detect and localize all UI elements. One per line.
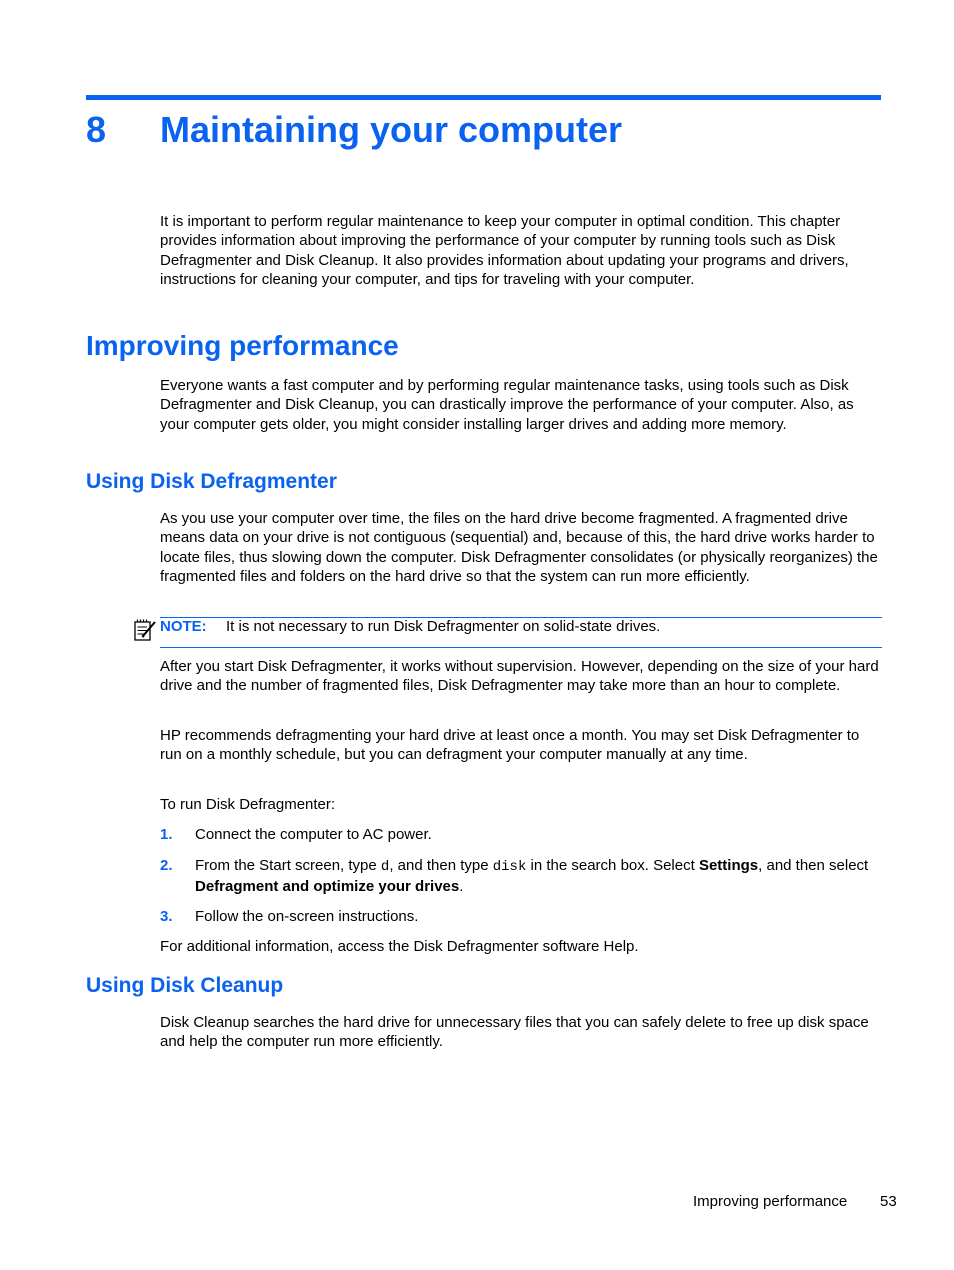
- chapter-title: Maintaining your computer: [160, 109, 623, 150]
- step-text: Follow the on-screen instructions.: [195, 908, 419, 925]
- note-text: It is not necessary to run Disk Defragmenter on solid-state drives.: [226, 618, 661, 635]
- footer-page-number: 53: [880, 1193, 897, 1210]
- heading-improving-performance: Improving performance: [86, 330, 399, 361]
- step-number: 2.: [160, 857, 173, 874]
- after-paragraph: After you start Disk Defragmenter, it works without supervision. However, depending on the size of your hard drive and the number of fragmented files, Disk Defragmenter may take more than an hour to complete.: [160, 658, 879, 695]
- recommend-paragraph: HP recommends defragmenting your hard drive at least once a month. You may set Disk Defragmenter to run on a monthly schedule, but you can defragment your computer manually at any time.: [160, 727, 860, 764]
- chapter-top-rule: [86, 95, 881, 100]
- step-text-part: From the Start screen, type: [195, 857, 381, 874]
- to-run-paragraph: To run Disk Defragmenter:: [160, 796, 336, 813]
- step-number: 3.: [160, 908, 173, 925]
- note-label: NOTE:: [160, 618, 207, 635]
- step-text-part: , and then select: [758, 857, 869, 874]
- code-text: disk: [492, 859, 527, 875]
- additional-paragraph: For additional information, access the Disk Defragmenter software Help.: [160, 938, 639, 955]
- step-text: Connect the computer to AC power.: [195, 826, 432, 843]
- chapter-number: 8: [86, 109, 107, 150]
- footer-section-title: Improving performance: [693, 1193, 848, 1210]
- step-text-part: .: [459, 878, 464, 896]
- intro-paragraph: It is important to perform regular maintenance to keep your computer in optimal condition. This chapter provides information about improving the performance of your computer by running tools such as Disk Defragmenter and Disk Cleanup. It also provides information about updating your programs and drivers, instructions for cleaning your computer, and tips for traveling with your computer.: [160, 213, 849, 289]
- bold-text: Settings: [698, 857, 759, 874]
- note-bottom-rule: [160, 647, 882, 648]
- step-text-complex: [195, 856, 885, 897]
- step-text-part: in the search box. Select: [526, 857, 699, 874]
- cleanup-paragraph: Disk Cleanup searches the hard drive for unnecessary files that you can safely delete to free up disk space and help the computer run more efficiently.: [160, 1014, 869, 1051]
- code-text: d: [380, 859, 390, 875]
- heading-disk-cleanup: Using Disk Cleanup: [86, 974, 284, 997]
- defrag-paragraph: As you use your computer over time, the files on the hard drive become fragmented. A fragmented drive means data on your drive is not contiguous (sequential) and, because of this, the hard drive works harder to locate files, thus slowing down the computer. Disk Defragmenter consolidates (or physically reorganizes) the fragmented files and folders on the hard drive so that the system can run more efficiently.: [160, 510, 878, 586]
- bold-text: Defragment and optimize your drives: [195, 878, 460, 896]
- step-number: 1.: [160, 826, 173, 843]
- heading-disk-defragmenter: Using Disk Defragmenter: [86, 470, 337, 493]
- step-text-part: , and then type: [389, 857, 493, 874]
- note-icon: [133, 618, 157, 642]
- improving-paragraph: Everyone wants a fast computer and by performing regular maintenance tasks, using tools such as Disk Defragmenter and Disk Cleanup, you can drastically improve the performance of your computer. Also, as your computer gets older, you might consider installing larger drives and adding more memory.: [160, 377, 854, 433]
